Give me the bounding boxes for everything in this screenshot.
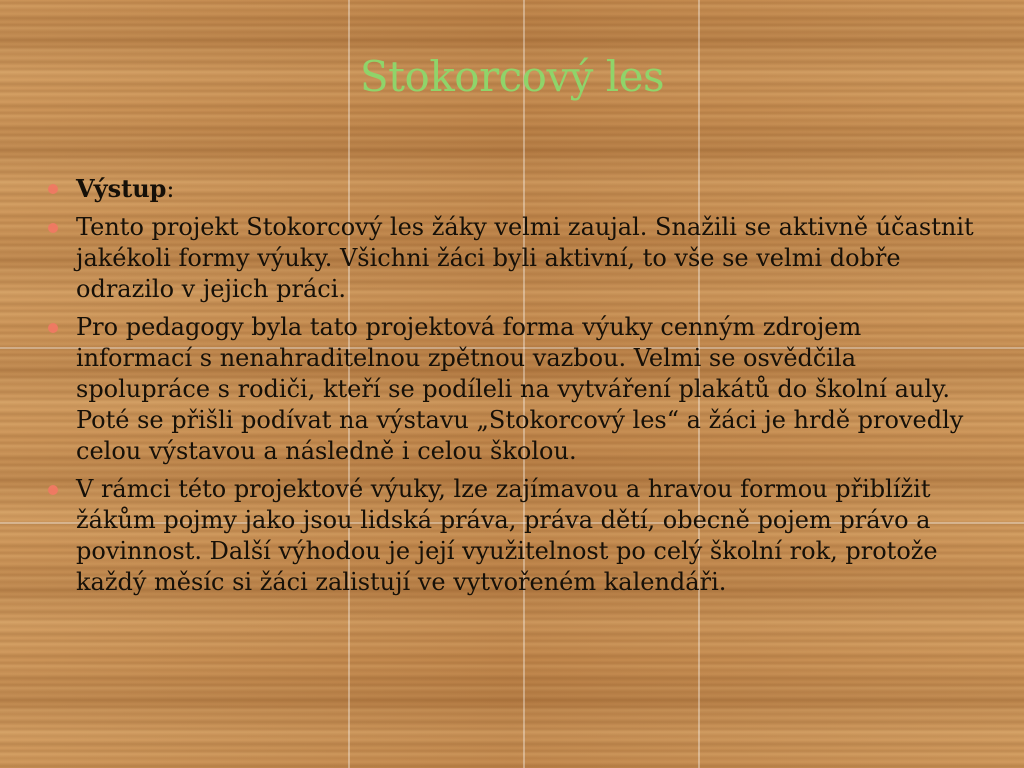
item-text: : <box>166 175 175 203</box>
bullet-dot-icon <box>48 323 58 333</box>
list-item <box>44 312 979 467</box>
slide-title: Stokorcový les <box>359 52 665 101</box>
list-item <box>44 474 979 598</box>
item-text: Pro pedagogy byla tato projektová forma výuky cenným zdrojem informací s nenahraditelnou zpětnou vazbou. Velmi se osvědčila spolupráce s rodiči, kteří se podíleli na vytváření plakátů do školní auly. Poté se přišli podívat na výstavu „Stokorcový les“ a žáci je hrdě provedly celou výstavou a následně i celou školou. <box>76 313 964 465</box>
list-item <box>44 173 979 205</box>
bullet-dot-icon <box>48 223 58 233</box>
item-heading: Výstup <box>76 174 167 203</box>
bullet-dot-icon <box>48 184 58 194</box>
item-text: Tento projekt Stokorcový les žáky velmi zaujal. Snažili se aktivně účastnit jakékoli formy výuky. Všichni žáci byli aktivní, to vše se velmi dobře odrazilo v jejich práci. <box>76 213 974 303</box>
bullet-list <box>44 173 979 605</box>
bullet-dot-icon <box>48 485 58 495</box>
list-item <box>44 212 979 305</box>
item-text: V rámci této projektové výuky, lze zajímavou a hravou formou přiblížit žákům pojmy jako jsou lidská práva, práva dětí, obecně pojem právo a povinnost. Další výhodou je její využitelnost po celý školní rok, protože každý měsíc si žáci zalistují ve vytvořeném kalendáři. <box>76 475 938 596</box>
